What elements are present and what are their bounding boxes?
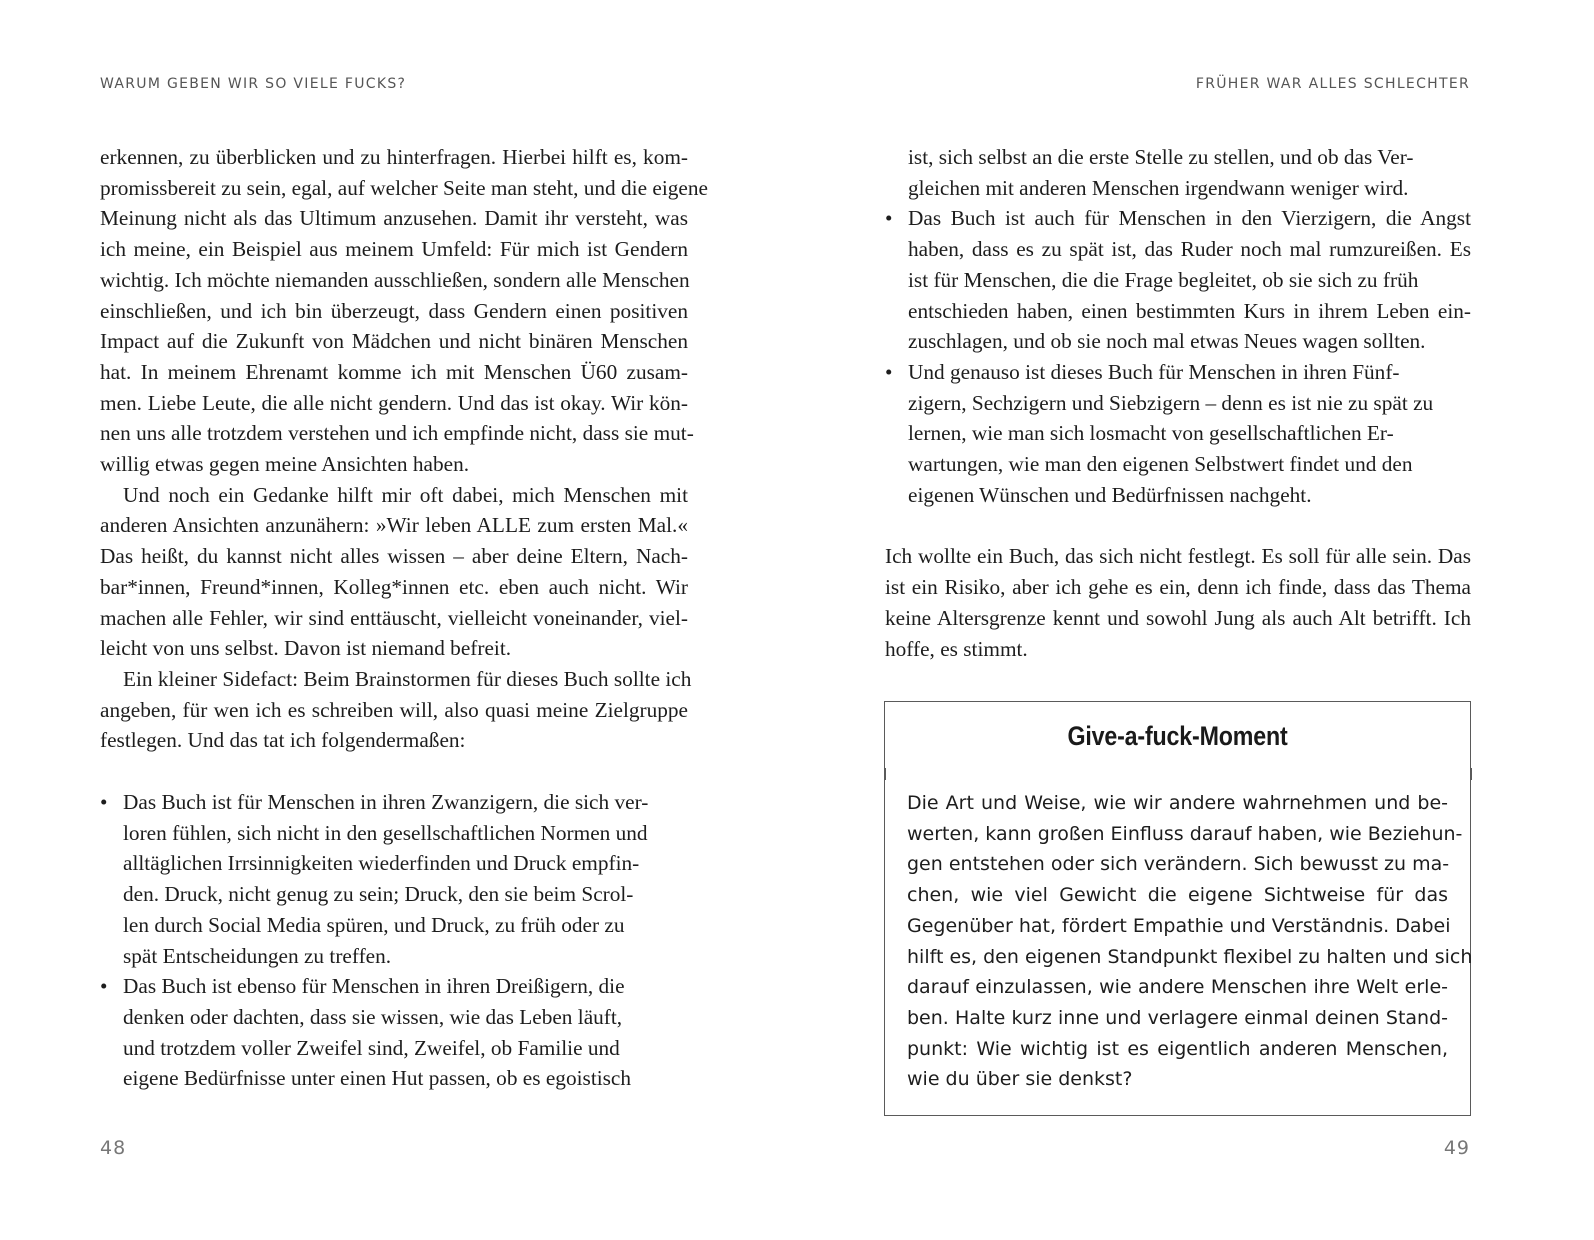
text-line: ist ein Risiko, aber ich gehe es ein, denn ich finde, dass das Thema <box>885 575 1471 600</box>
text-line: keine Altersgrenze kennt und sowohl Jung als auch Alt betrifft. Ich <box>885 605 1471 630</box>
text-line: lernen, wie man sich losmacht von gesellschaftlichen Er- <box>908 421 1394 446</box>
bullet-icon: • <box>100 974 108 999</box>
text-line: denken oder dachten, dass sie wissen, wie das Leben läuft, <box>123 1004 623 1029</box>
text-line: ben. Halte kurz inne und verlagere einmal deinen Stand- <box>907 1006 1448 1029</box>
text-line: alltäglichen Irrsinnigkeiten wiederfinden und Druck empfin- <box>123 851 640 876</box>
list-item <box>885 203 1471 357</box>
text-line: Impact auf die Zukunft von Mädchen und nicht binären Menschen <box>100 329 688 354</box>
text-line: ich meine, ein Beispiel aus meinem Umfeld: Für mich ist Gendern <box>100 237 688 262</box>
paragraph <box>100 664 692 756</box>
text-line: Und noch ein Gedanke hilft mir oft dabei, mich Menschen mit <box>123 482 688 507</box>
text-line: wie du über sie denkst? <box>907 1068 1133 1091</box>
text-line: hoffe, es stimmt. <box>885 636 1028 661</box>
text-line: willig etwas gegen meine Ansichten haben. <box>100 452 470 477</box>
text-line: hilft es, den eigenen Standpunkt flexibel zu halten und sich <box>907 945 1473 968</box>
text-line: bar*innen, Freund*innen, Kolleg*innen etc. eben auch nicht. Wir <box>100 574 688 599</box>
text-line: Gegenüber hat, fördert Empathie und Verständnis. Dabei <box>907 914 1451 937</box>
text-line: promissbereit zu sein, egal, auf welcher Seite man steht, und die eigene <box>100 175 708 200</box>
give-a-fuck-moment-box <box>884 701 1471 1116</box>
paragraph <box>100 480 688 664</box>
text-line: darauf einzulassen, wie andere Menschen ihre Welt erle- <box>907 976 1448 999</box>
text-line: werten, kann großen Einfluss darauf haben, wie Beziehun- <box>907 822 1463 845</box>
list-item <box>100 971 662 1094</box>
bullet-icon: • <box>885 206 893 231</box>
text-line: haben, dass es zu spät ist, das Ruder noch mal rumzureißen. Es <box>908 237 1471 262</box>
running-head-left: WARUM GEBEN WIR SO VIELE FUCKS? <box>100 76 407 92</box>
list-item <box>100 787 662 971</box>
text-line: punkt: Wie wichtig ist es eigentlich anderen Menschen, <box>907 1037 1448 1060</box>
box-divider-mark <box>1470 768 1472 780</box>
text-line: angeben, für wen ich es schreiben will, also quasi meine Zielgruppe <box>100 697 688 722</box>
text-line: Und genauso ist dieses Buch für Menschen in ihren Fünf- <box>908 359 1400 384</box>
bullet-icon: • <box>100 790 108 815</box>
text-line: gleichen mit anderen Menschen irgendwann weniger wird. <box>908 175 1409 200</box>
text-line: einschließen, und ich bin überzeugt, dass Gendern einen positiven <box>100 298 688 323</box>
text-line: Meinung nicht als das Ultimum anzusehen. Damit ihr versteht, was <box>100 206 688 231</box>
page-number-left: 48 <box>100 1137 127 1159</box>
text-line: ist, sich selbst an die erste Stelle zu stellen, und ob das Ver- <box>908 145 1414 169</box>
text-line: festlegen. Und das tat ich folgendermaßen: <box>100 728 466 753</box>
text-line: men. Liebe Leute, die alle nicht gendern. Und das ist okay. Wir kön- <box>100 390 688 415</box>
text-line: zigern, Sechzigern und Siebzigern – denn es ist nie zu spät zu <box>908 390 1434 415</box>
text-line: leicht von uns selbst. Davon ist niemand befreit. <box>100 636 512 661</box>
text-line: Das Buch ist ebenso für Menschen in ihren Dreißigern, die <box>123 974 625 999</box>
spacer <box>885 510 1471 541</box>
text-line: Ein kleiner Sidefact: Beim Brainstormen für dieses Buch sollte ich <box>123 666 692 691</box>
text-line: nen uns alle trotzdem verstehen und ich empfinde nicht, dass sie mut- <box>100 421 694 446</box>
text-line: hat. In meinem Ehrenamt komme ich mit Menschen Ü60 zusam- <box>100 359 688 384</box>
paragraph <box>100 142 708 480</box>
left-page-text <box>100 142 708 1094</box>
list-item <box>885 357 1471 511</box>
text-line: Ich wollte ein Buch, das sich nicht festlegt. Es soll für alle sein. Das <box>885 544 1471 569</box>
text-line: wichtig. Ich möchte niemanden ausschließen, sondern alle Menschen <box>100 267 690 292</box>
text-line: Die Art und Weise, wie wir andere wahrnehmen und be- <box>907 792 1448 814</box>
text-line: chen, wie viel Gewicht die eigene Sichtweise für das <box>907 884 1448 907</box>
box-text <box>907 788 1473 1095</box>
text-line: Das heißt, du kannst nicht alles wissen – aber deine Eltern, Nach- <box>100 544 688 569</box>
spacer <box>100 756 688 787</box>
bullet-icon: • <box>885 359 893 384</box>
text-line: eigene Bedürfnisse unter einen Hut passen, ob es egoistisch <box>123 1066 632 1091</box>
text-line: spät Entscheidungen zu treffen. <box>123 943 392 968</box>
text-line: ist für Menschen, die die Frage begleitet, ob sie sich zu früh <box>908 267 1419 292</box>
text-line: loren fühlen, sich nicht in den gesellschaftlichen Normen und <box>123 820 648 845</box>
text-line: eigenen Wünschen und Bedürfnissen nachgeht. <box>908 482 1312 507</box>
box-divider-mark <box>884 768 886 780</box>
paragraph <box>885 541 1471 664</box>
text-line: den. Druck, nicht genug zu sein; Druck, den sie beim Scrol- <box>123 882 634 907</box>
box-title: Give-a-fuck-Moment <box>1067 721 1288 751</box>
text-line: Das Buch ist auch für Menschen in den Vierzigern, die Angst <box>908 206 1471 231</box>
text-line: wartungen, wie man den eigenen Selbstwert findet und den <box>908 452 1413 477</box>
running-head-right: FRÜHER WAR ALLES SCHLECHTER <box>1195 76 1470 92</box>
text-line: anderen Ansichten anzunähern: »Wir leben ALLE zum ersten Mal.« <box>100 513 688 538</box>
text-line: gen entstehen oder sich verändern. Sich bewusst zu ma- <box>907 853 1450 876</box>
text-line: machen alle Fehler, wir sind enttäuscht, vielleicht voneinander, viel- <box>100 605 688 630</box>
text-line: und trotzdem voller Zweifel sind, Zweifel, ob Familie und <box>123 1035 620 1060</box>
text-line: entschieden haben, einen bestimmten Kurs in ihrem Leben ein- <box>908 298 1471 323</box>
text-line: len durch Social Media spüren, und Druck, zu früh oder zu <box>123 912 625 937</box>
right-page-text <box>885 142 1471 664</box>
text-line: Das Buch ist für Menschen in ihren Zwanzigern, die sich ver- <box>123 790 649 815</box>
text-line: zuschlagen, und ob sie noch mal etwas Neues wagen sollten. <box>908 329 1426 354</box>
page-number-right: 49 <box>1443 1137 1470 1159</box>
text-line: erkennen, zu überblicken und zu hinterfragen. Hierbei hilft es, kom- <box>100 145 688 169</box>
list-item-continued <box>885 142 1471 203</box>
